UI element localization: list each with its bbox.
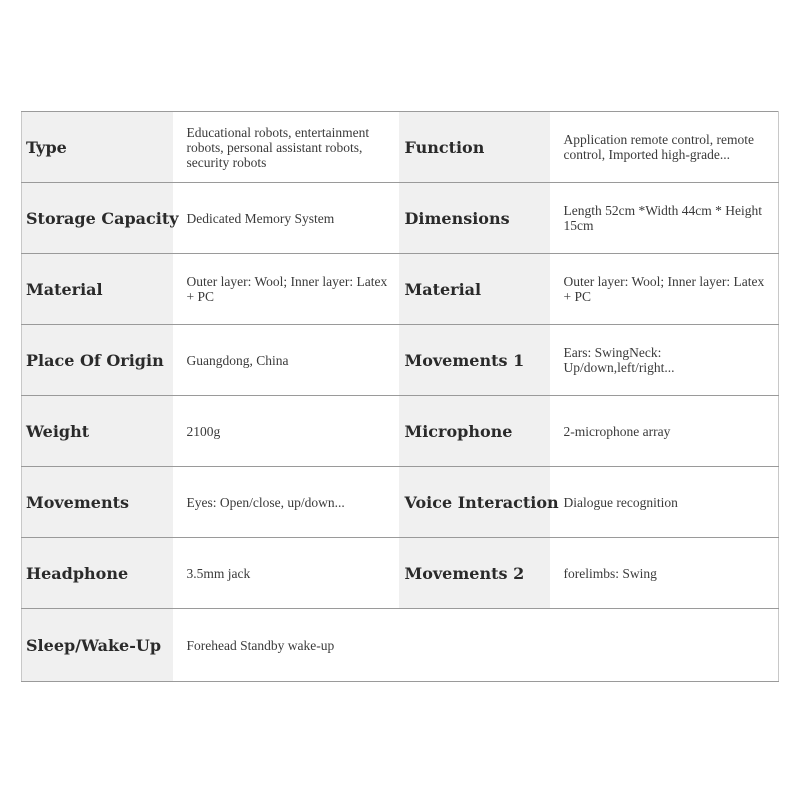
table-row bbox=[22, 538, 779, 609]
spec-label-type: Type bbox=[22, 112, 173, 183]
spec-label-voice-interaction: Voice Interaction bbox=[399, 467, 550, 538]
spec-label-sleep-wake-up: Sleep/Wake-Up bbox=[22, 609, 173, 682]
table-row bbox=[22, 112, 779, 183]
spec-value-weight: 2100g bbox=[173, 396, 399, 467]
empty-cell bbox=[399, 609, 550, 682]
spec-value-headphone: 3.5mm jack bbox=[173, 538, 399, 609]
spec-value-microphone: 2-microphone array bbox=[550, 396, 779, 467]
table-row bbox=[22, 609, 779, 682]
spec-table bbox=[21, 111, 779, 682]
spec-value-dimensions: Length 52cm *Width 44cm * Height 15cm bbox=[550, 183, 779, 254]
table-row bbox=[22, 467, 779, 538]
spec-label-storage-capacity: Storage Capacity bbox=[22, 183, 173, 254]
spec-value-storage-capacity: Dedicated Memory System bbox=[173, 183, 399, 254]
spec-value-function: Application remote control, remote control, Imported high-grade... bbox=[550, 112, 779, 183]
spec-label-material: Material bbox=[22, 254, 173, 325]
spec-value-movements: Eyes: Open/close, up/down... bbox=[173, 467, 399, 538]
spec-value-movements-2: forelimbs: Swing bbox=[550, 538, 779, 609]
spec-value-material: Outer layer: Wool; Inner layer: Latex + PC bbox=[173, 254, 399, 325]
spec-value-material-2: Outer layer: Wool; Inner layer: Latex + PC bbox=[550, 254, 779, 325]
spec-value-sleep-wake-up: Forehead Standby wake-up bbox=[173, 609, 399, 682]
spec-value-type: Educational robots, entertainment robots, personal assistant robots, security robots bbox=[173, 112, 399, 183]
empty-cell bbox=[550, 609, 779, 682]
spec-label-dimensions: Dimensions bbox=[399, 183, 550, 254]
table-row bbox=[22, 325, 779, 396]
table-row bbox=[22, 254, 779, 325]
spec-label-movements-1: Movements 1 bbox=[399, 325, 550, 396]
spec-value-voice-interaction: Dialogue recognition bbox=[550, 467, 779, 538]
spec-label-headphone: Headphone bbox=[22, 538, 173, 609]
spec-label-material-2: Material bbox=[399, 254, 550, 325]
spec-label-movements: Movements bbox=[22, 467, 173, 538]
spec-label-place-of-origin: Place Of Origin bbox=[22, 325, 173, 396]
spec-label-function: Function bbox=[399, 112, 550, 183]
spec-label-weight: Weight bbox=[22, 396, 173, 467]
spec-label-microphone: Microphone bbox=[399, 396, 550, 467]
spec-value-movements-1: Ears: SwingNeck: Up/down,left/right... bbox=[550, 325, 779, 396]
table-row bbox=[22, 396, 779, 467]
table-row bbox=[22, 183, 779, 254]
spec-value-place-of-origin: Guangdong, China bbox=[173, 325, 399, 396]
spec-label-movements-2: Movements 2 bbox=[399, 538, 550, 609]
